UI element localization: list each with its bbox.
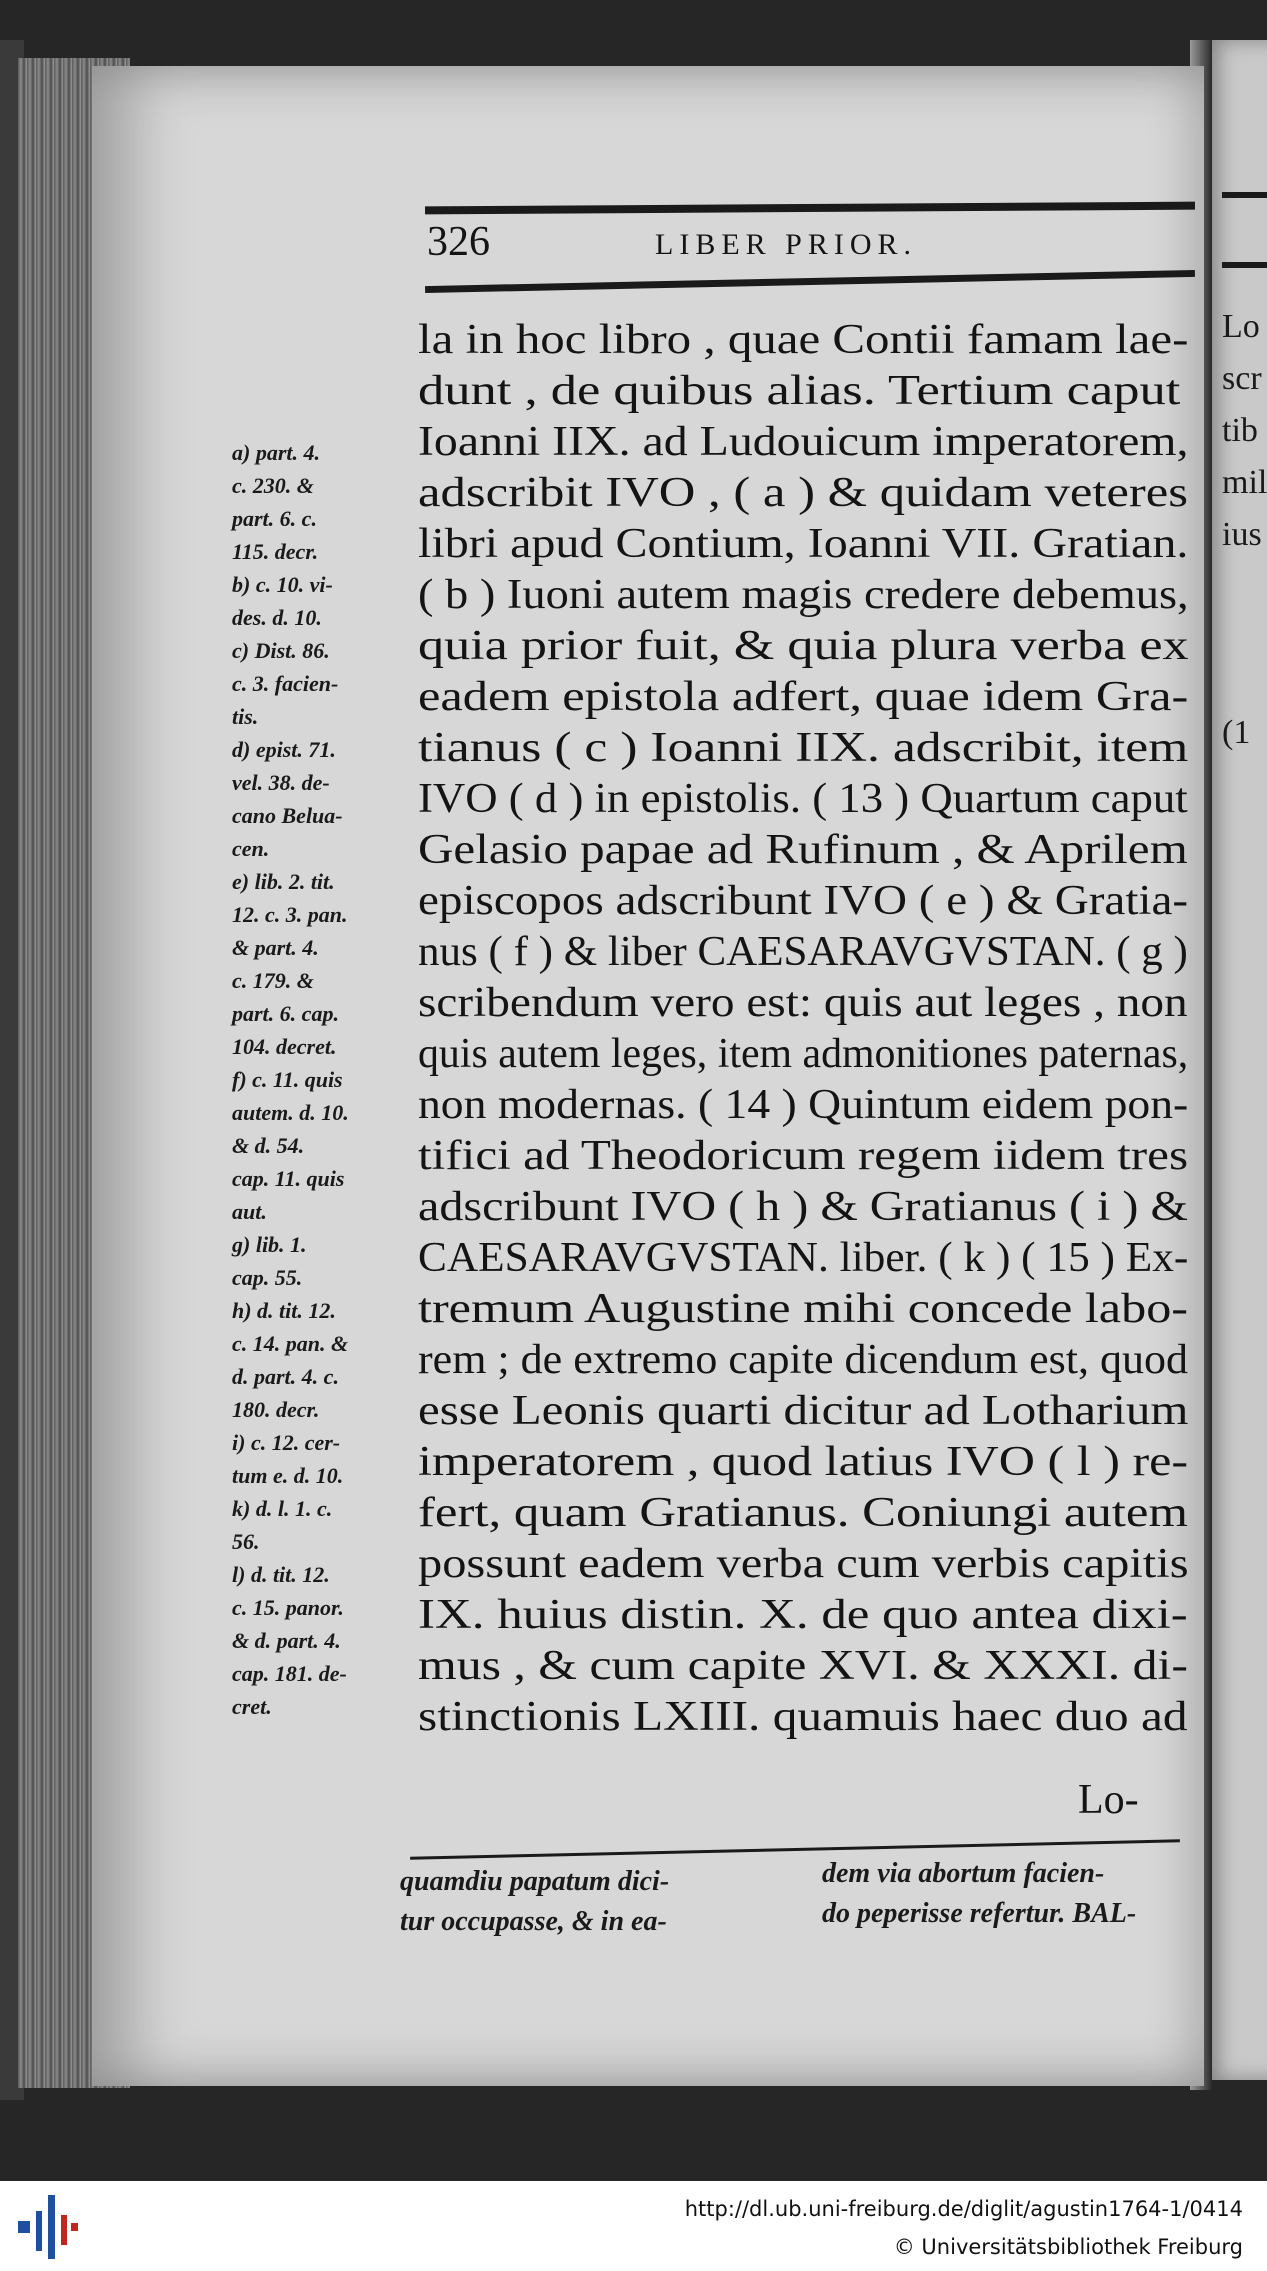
catchword: Lo- — [1078, 1777, 1139, 1823]
margin-note-line: cano Belua- — [232, 803, 343, 828]
facing-page-text: Lo — [1222, 308, 1260, 345]
margin-note-line: b) c. 10. vi- — [232, 572, 333, 597]
margin-note-line: d) epist. 71. — [232, 737, 336, 762]
copyright-text: © Universitätsbibliothek Freiburg — [893, 2235, 1243, 2259]
text-line: adscribunt IVO ( h ) & Gratianus ( i ) & — [418, 1184, 1188, 1230]
text-line: rem ; de extremo capite dicendum est, quod — [418, 1337, 1189, 1383]
text-line: nus ( f ) & liber CAESARAVGVSTAN. ( g ) — [418, 929, 1188, 975]
text-line: stinctionis LXIII. quamuis haec duo ad — [418, 1694, 1188, 1740]
text-line: Gelasio papae ad Rufinum , & Aprilem — [418, 827, 1188, 873]
facing-page-text: tib — [1222, 412, 1258, 449]
source-url-link[interactable]: http://dl.ub.uni-freiburg.de/diglit/agustin1764-1/0414 — [684, 2197, 1243, 2221]
margin-note-line: vel. 38. de- — [232, 770, 330, 795]
margin-note-line: cap. 181. de- — [232, 1661, 347, 1686]
text-line: imperatorem , quod latius IVO ( l ) re- — [418, 1439, 1189, 1485]
text-line: esse Leonis quarti dicitur ad Lotharium — [418, 1388, 1189, 1434]
text-line: ( b ) Iuoni autem magis credere debemus, — [418, 572, 1189, 618]
text-line: dunt , de quibus alias. Tertium caput — [418, 368, 1181, 414]
text-line: CAESARAVGVSTAN. liber. ( k ) ( 15 ) Ex- — [418, 1235, 1189, 1281]
margin-note-line: 56. — [232, 1529, 260, 1554]
facing-page-rule — [1222, 192, 1267, 198]
margin-note-line: & d. 54. — [232, 1133, 305, 1158]
margin-note-line: a) part. 4. — [232, 440, 320, 465]
margin-note-line: g) lib. 1. — [232, 1232, 307, 1257]
text-line: tremum Augustine mihi concede labo- — [418, 1286, 1189, 1332]
text-line: eadem epistola adfert, quae idem Gra- — [418, 674, 1189, 720]
margin-note-line: aut. — [232, 1199, 267, 1224]
page-number: 326 — [427, 219, 490, 265]
facing-page — [1208, 40, 1267, 2080]
text-line: adscribit IVO , ( a ) & quidam veteres — [418, 470, 1189, 516]
text-line: la in hoc libro , quae Contii famam lae- — [418, 317, 1189, 363]
margin-note-line: autem. d. 10. — [232, 1100, 349, 1125]
margin-note-line: k) d. l. 1. c. — [232, 1496, 333, 1521]
margin-note-line: tis. — [232, 704, 259, 729]
text-line: IX. huius distin. X. de quo antea dixi- — [418, 1592, 1188, 1638]
text-line: tifici ad Theodoricum regem iidem tres — [418, 1133, 1189, 1179]
text-line: scribendum vero est: quis aut leges , non — [418, 980, 1188, 1026]
margin-note-line: l) d. tit. 12. — [232, 1562, 330, 1587]
margin-note-line: i) c. 12. cer- — [232, 1430, 341, 1455]
margin-note-line: 115. decr. — [232, 539, 319, 564]
margin-note-line: cret. — [232, 1694, 272, 1719]
footnote-line: dem via abortum facien- — [822, 1858, 1105, 1889]
margin-note-line: & d. part. 4. — [232, 1628, 341, 1653]
margin-note-line: c. 15. panor. — [232, 1595, 344, 1620]
margin-note-line: c. 3. facien- — [232, 671, 339, 696]
margin-note-line: 104. decret. — [232, 1034, 337, 1059]
margin-note-line: tum e. d. 10. — [232, 1463, 344, 1488]
margin-note-line: cap. 11. quis — [232, 1166, 345, 1191]
text-line: libri apud Contium, Ioanni VII. Gratian. — [418, 521, 1189, 567]
margin-note-line: 12. c. 3. pan. — [232, 902, 348, 927]
margin-note-line: h) d. tit. 12. — [232, 1298, 336, 1323]
text-line: Ioanni IIX. ad Ludouicum imperatorem, — [418, 419, 1189, 465]
text-line: quis autem leges, item admonitiones paternas, — [418, 1031, 1189, 1077]
margin-note-line: & part. 4. — [232, 935, 319, 960]
margin-note-line: cen. — [232, 836, 270, 861]
footnote-line: do peperisse refertur. BAL- — [822, 1898, 1137, 1929]
margin-note-line: cap. 55. — [232, 1265, 303, 1290]
margin-note-line: c) Dist. 86. — [232, 638, 330, 663]
margin-note-line: d. part. 4. c. — [232, 1364, 339, 1389]
facing-page-text: mil — [1222, 464, 1267, 501]
text-line: quia prior fuit, & quia plura verba ex — [418, 623, 1189, 669]
margin-note-line: part. 6. c. — [232, 506, 317, 531]
text-line: mus , & cum capite XVI. & XXXI. di- — [418, 1643, 1188, 1689]
margin-note-line: 180. decr. — [232, 1397, 320, 1422]
facing-page-text: (1 — [1222, 714, 1251, 751]
library-logo-icon — [18, 2195, 78, 2259]
text-line: possunt eadem verba cum verbis capitis — [418, 1541, 1189, 1587]
margin-note-line: c. 179. & — [232, 968, 314, 993]
margin-note-line: c. 14. pan. & — [232, 1331, 349, 1356]
text-line: episcopos adscribunt IVO ( e ) & Gratia- — [418, 878, 1189, 924]
running-head: LIBER PRIOR. — [655, 228, 918, 261]
margin-note-line: e) lib. 2. tit. — [232, 869, 335, 894]
margin-note-line: des. d. 10. — [232, 605, 322, 630]
text-line: fert, quam Gratianus. Coniungi autem — [418, 1490, 1188, 1536]
facing-page-rule — [1222, 262, 1267, 268]
facing-page-text: ius — [1222, 516, 1262, 553]
footer-bar — [0, 2181, 1267, 2271]
footnote-line: quamdiu papatum dici- — [400, 1866, 670, 1897]
margin-note-line: f) c. 11. quis — [232, 1067, 343, 1092]
text-line: non modernas. ( 14 ) Quintum eidem pon- — [418, 1082, 1189, 1128]
text-line: tianus ( c ) Ioanni IIX. adscribit, item — [418, 725, 1189, 771]
margin-note-line: c. 230. & — [232, 473, 314, 498]
facing-page-text: scr — [1222, 360, 1262, 397]
text-line: IVO ( d ) in epistolis. ( 13 ) Quartum caput — [418, 776, 1188, 822]
footnote-line: tur occupasse, & in ea- — [400, 1906, 667, 1937]
margin-note-line: part. 6. cap. — [232, 1001, 339, 1026]
